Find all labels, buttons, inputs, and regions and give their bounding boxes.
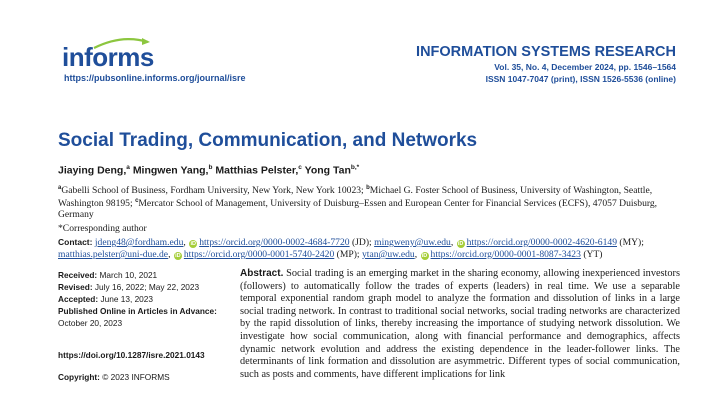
orcid-link[interactable]: https://orcid.org/0000-0002-4620-6149 bbox=[466, 237, 617, 248]
corresponding-author-note: *Corresponding author bbox=[58, 223, 147, 234]
author-name[interactable]: Yong Tan bbox=[304, 164, 351, 177]
revised-date bbox=[58, 282, 228, 294]
author-affil-mark: b bbox=[208, 164, 213, 171]
copyright-value: © 2023 INFORMS bbox=[102, 372, 170, 382]
author-initials: (JD); bbox=[351, 237, 372, 248]
author-initials: (MY); bbox=[619, 237, 644, 248]
author-initials: (MP); bbox=[336, 249, 360, 260]
affil-mark: b bbox=[366, 185, 370, 191]
author-name[interactable]: Jiaying Deng, bbox=[58, 164, 127, 177]
revised-value: July 16, 2022; May 22, 2023 bbox=[94, 282, 200, 292]
issn-info: ISSN 1047-7047 (print), ISSN 1526-5536 (online) bbox=[485, 74, 676, 84]
orcid-link[interactable]: https://orcid.org/0000-0001-8087-3423 bbox=[430, 249, 581, 260]
received-label: Received: bbox=[58, 270, 98, 280]
orcid-icon: iD bbox=[175, 253, 181, 259]
received-date bbox=[58, 270, 228, 282]
published-value: October 20, 2023 bbox=[58, 317, 123, 328]
contact-label: Contact: bbox=[58, 237, 93, 247]
orcid-link[interactable]: https://orcid.org/0000-0002-4684-7720 bbox=[199, 237, 350, 248]
accepted-label: Accepted: bbox=[58, 294, 99, 304]
author-affil-mark: c bbox=[298, 164, 302, 171]
orcid-icon: iD bbox=[421, 253, 428, 259]
author-name[interactable]: Mingwen Yang, bbox=[132, 164, 209, 177]
author-affil-mark: b,* bbox=[350, 164, 360, 171]
accepted-value: June 13, 2023 bbox=[100, 294, 154, 304]
received-value: March 10, 2021 bbox=[99, 270, 158, 280]
email-link[interactable]: jdeng48@fordham.edu bbox=[94, 237, 184, 248]
doi-link[interactable] bbox=[58, 350, 228, 362]
copyright-notice bbox=[58, 372, 228, 384]
abstract bbox=[240, 268, 680, 381]
author-initials: (YT) bbox=[583, 249, 603, 260]
journal-name: INFORMATION SYSTEMS RESEARCH bbox=[416, 44, 676, 60]
author-name[interactable]: Matthias Pelster, bbox=[215, 164, 299, 177]
doi-value[interactable]: https://doi.org/10.1287/isre.2021.0143 bbox=[58, 350, 205, 360]
accepted-date bbox=[58, 294, 228, 306]
published-label: Published Online in Articles in Advance: bbox=[58, 306, 217, 316]
revised-label: Revised: bbox=[58, 282, 93, 292]
email-link[interactable]: matthias.pelster@uni-due.de bbox=[58, 249, 169, 260]
copyright-label: Copyright: bbox=[58, 372, 100, 382]
informs-logo: informs bbox=[62, 42, 154, 72]
affiliation: Gabelli School of Business, Fordham University, New York, New York 10023; bbox=[61, 185, 364, 197]
orcid-icon: iD bbox=[457, 241, 464, 247]
affiliation: Michael G. Foster School of Business, University of Washington, Seattle, Washington 98195; bbox=[58, 185, 653, 210]
affil-mark: a bbox=[58, 185, 62, 191]
paper-title: Social Trading, Communication, and Networks bbox=[58, 130, 478, 151]
journal-url-link[interactable]: https://pubsonline.informs.org/journal/isre bbox=[64, 73, 246, 83]
contact-block: Contact: jdeng48@fordham.edu, iD https://orcid.org/0000-0002-4684-7720 (JD); mingweny@uw.edu, iD https://orcid.org/0000-0002-4620-6149 (MY); matthias.pelster@uni-due.de, iD https://orcid.org/0000-0001-5740-2420 (MP); ytan@uw.edu, iD https://orcid.org/0000-0001-8087-3423 (YT) bbox=[58, 237, 644, 260]
affil-mark: c bbox=[135, 198, 139, 205]
author-list bbox=[58, 164, 359, 177]
email-link[interactable]: ytan@uw.edu bbox=[362, 249, 415, 260]
volume-info: Vol. 35, No. 4, December 2024, pp. 1546–1564 bbox=[494, 62, 676, 72]
abstract-text: Social trading is an emerging market in the sharing economy, allowing inexperienced investors (followers) to automatically follow the trades of experts (leaders) in real time. We use a separable temporal exponential random graph model to analyze the formation and dissolution of links in a large social trading network. In contrast to traditional social networks, social trading networks are characterized by the rapid dissolution of links, thereby increasing the importance of studying network dissolution. We investigate how social communication, along with financial performance and demographics, affects dynamic network evolution and address the existing dependence in the leader-follower links. The determinants of link formation and dissolution are asymmetric. Different types of social communication, such as posts and comments, have different implications for link bbox=[240, 268, 680, 380]
affiliations bbox=[58, 183, 663, 220]
published-date bbox=[58, 306, 228, 329]
orcid-icon: iD bbox=[190, 241, 196, 247]
orcid-link[interactable]: https://orcid.org/0000-0001-5740-2420 bbox=[183, 249, 335, 260]
email-link[interactable]: mingweny@uw.edu bbox=[374, 237, 451, 248]
abstract-label: Abstract. bbox=[240, 268, 284, 279]
affiliation: Mercator School of Management, University of Duisburg–Essen and European Center for Financial Services (ECFS), 47057 Duisburg, Germany bbox=[58, 198, 658, 221]
author-affil-mark: a bbox=[126, 164, 130, 171]
